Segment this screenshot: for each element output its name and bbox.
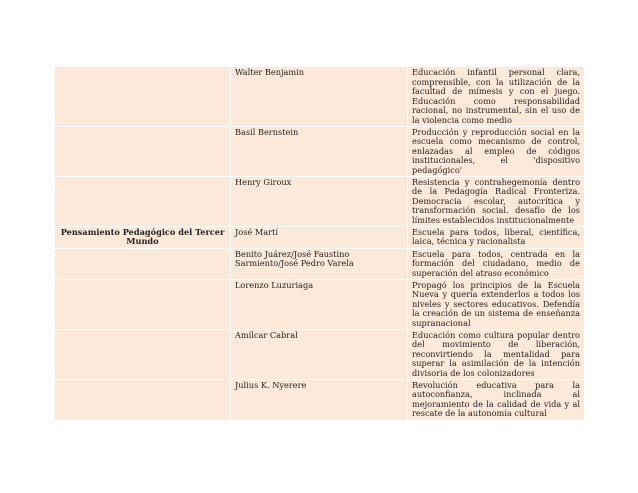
description-cell: Educación como cultura popular dentro del movimiento de liberación, reconvirtiendo la mentalidad para superar la asimilación de la intención divisoria de los colonizadores <box>408 329 585 379</box>
category-cell <box>55 176 231 226</box>
author-name: Walter Benjamin <box>235 67 305 77</box>
table-row <box>55 226 585 248</box>
table-row <box>55 67 585 127</box>
category-cell <box>55 379 231 420</box>
description-cell: Producción y reproducción social en la escuela como mecanismo de control, enlazadas al empleo de códigos institucionales, el 'dispositivo pedagógico' <box>408 126 585 176</box>
author-name: José Martí <box>235 226 278 237</box>
description-cell: Propagó los principios de la Escuela Nueva y quería extenderlos a todos los niveles y sectores educativos. Defendía la creación de un sistema de enseñanza supranacional <box>408 279 585 329</box>
author-cell <box>231 248 408 279</box>
category-cell <box>55 329 231 379</box>
category-cell <box>55 248 231 279</box>
description-cell: Educación infantil personal clara, comprensible, con la utilización de la facultad de mímesis y con el juego. Educación como responsabilidad racional, no instrumental, sin el uso de la violencia como medio <box>408 67 585 127</box>
author-name: Basil Bernstein <box>235 126 299 137</box>
category-cell <box>55 126 231 176</box>
category-cell <box>55 67 231 127</box>
table-row <box>55 126 585 176</box>
author-name: Julius K. Nyerere <box>235 379 307 390</box>
table-row <box>55 329 585 379</box>
table-row <box>55 379 585 420</box>
category-cell: Pensamiento Pedagógico del Tercer Mundo <box>55 226 231 248</box>
description-cell: Resistencia y contrahegemonía dentro de la Pedagogía Radical Fronteriza. Democracia escolar, autocrítica y transformación social. desafío de los límites establecidos institucionalmente <box>408 176 585 226</box>
author-name: Sarmiento/José Pedro Varela <box>235 258 354 269</box>
author-cell <box>231 176 408 226</box>
description-cell: Revolución educativa para la autoconfianza, inclinada al mejoramiento de la calidad de vida y al rescate de la autonomía cultural <box>408 379 585 420</box>
table-row <box>55 248 585 279</box>
author-cell <box>231 379 408 420</box>
table-row <box>55 279 585 329</box>
pedagogy-table <box>54 66 585 421</box>
author-cell <box>231 279 408 329</box>
description-cell: Escuela para todos, centrada en la formación del ciudadano, medio de superación del atraso económico <box>408 248 585 279</box>
author-cell <box>231 329 408 379</box>
table-row <box>55 176 585 226</box>
category-cell <box>55 279 231 329</box>
author-name: Lorenzo Luzuriaga <box>235 279 314 290</box>
author-cell <box>231 67 408 127</box>
author-cell <box>231 226 408 248</box>
author-name: Henry Giroux <box>235 176 292 187</box>
description-cell: Escuela para todos, liberal, científica, laica, técnica y racionalista <box>408 226 585 248</box>
author-cell <box>231 126 408 176</box>
author-name: Amílcar Cabral <box>235 329 298 340</box>
author-name: Benito Juárez/José Faustino <box>235 248 350 259</box>
